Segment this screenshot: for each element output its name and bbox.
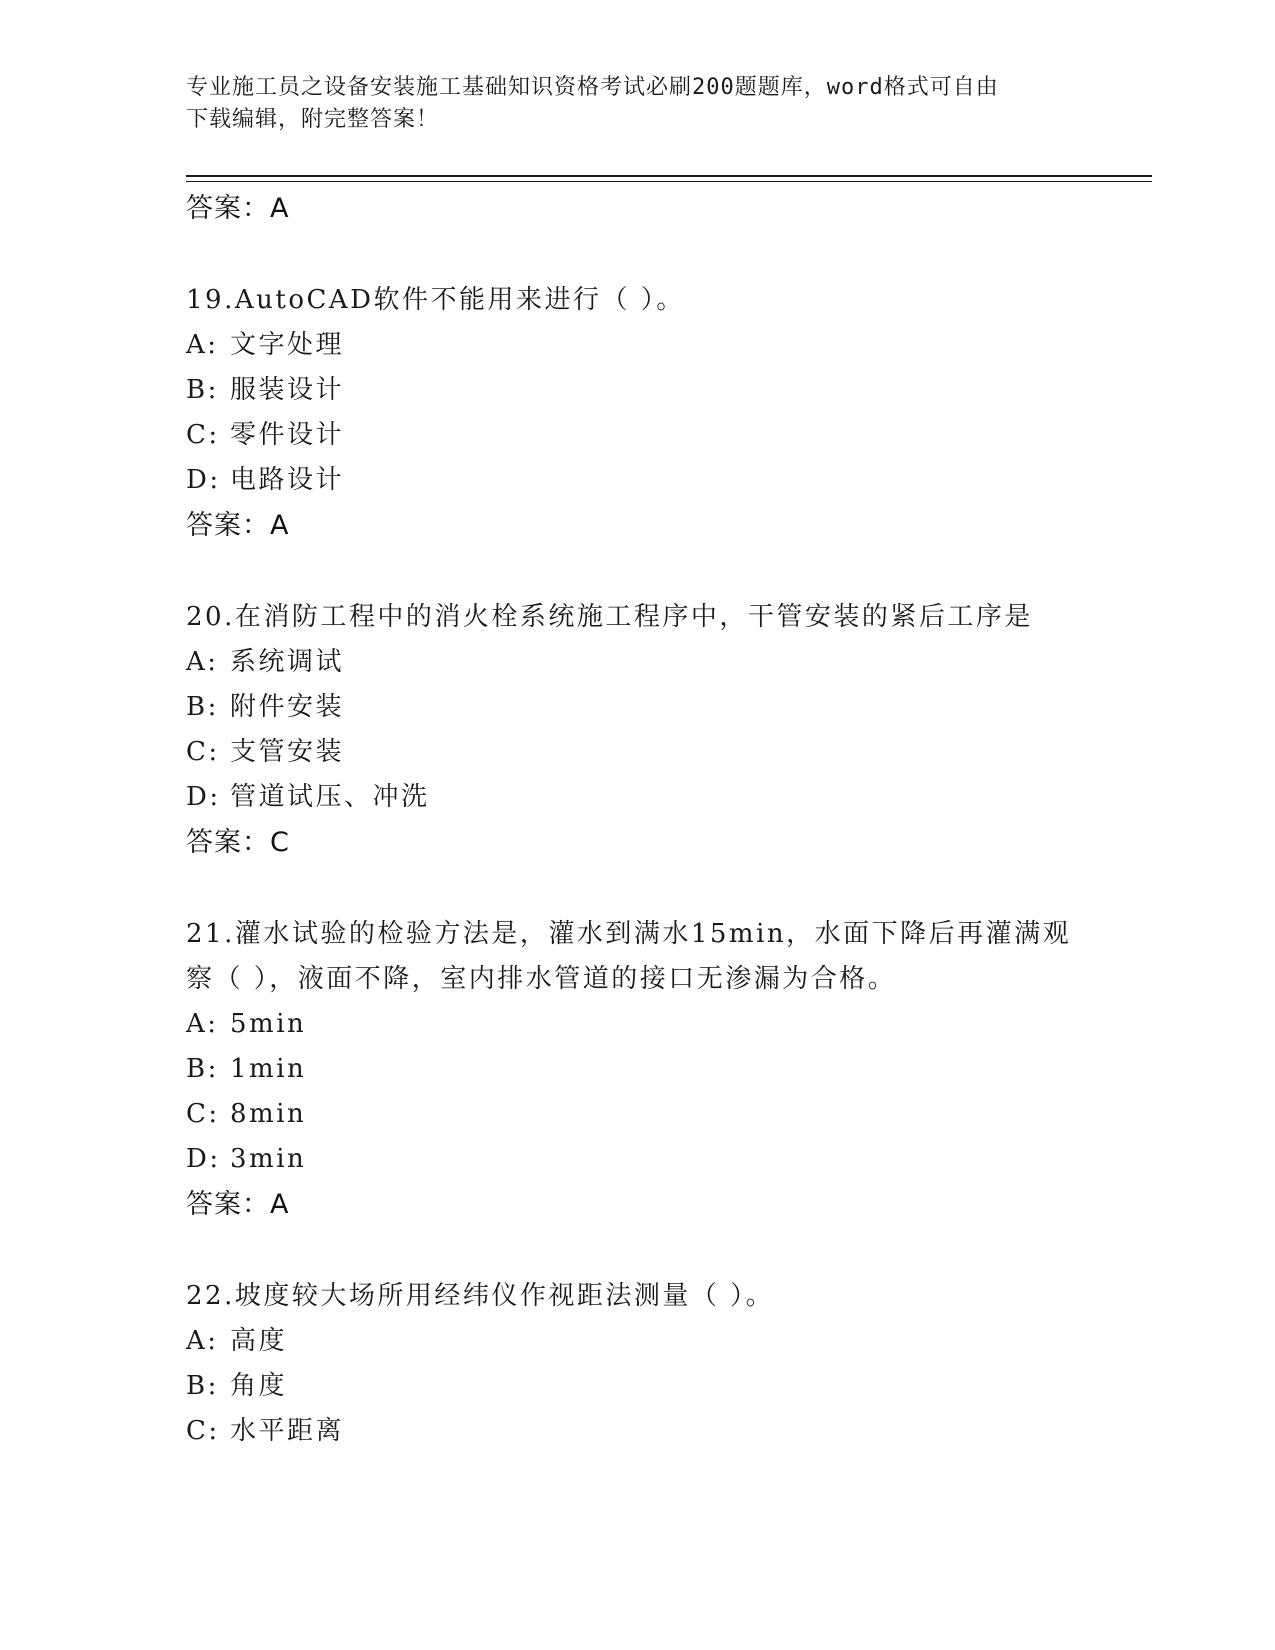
spacer bbox=[186, 865, 1086, 912]
answer-label: 答案： bbox=[186, 827, 270, 858]
option-text: 系统调试 bbox=[230, 647, 345, 677]
option-c bbox=[186, 413, 1086, 458]
question-22 bbox=[186, 1274, 1086, 1454]
option-letter: C: bbox=[186, 737, 220, 767]
option-letter: B: bbox=[186, 375, 219, 405]
option-text: 电路设计 bbox=[230, 465, 345, 495]
option-letter: C: bbox=[186, 420, 220, 450]
option-text: 水平距离 bbox=[230, 1416, 345, 1446]
option-letter: D: bbox=[186, 782, 221, 812]
option-b bbox=[186, 685, 1086, 730]
option-letter: D: bbox=[186, 465, 221, 495]
option-d bbox=[186, 775, 1086, 820]
header-rule-thin bbox=[186, 181, 1152, 182]
option-text: 高度 bbox=[230, 1326, 288, 1356]
option-d bbox=[186, 1137, 1086, 1182]
option-letter: C: bbox=[186, 1099, 220, 1129]
option-letter: A: bbox=[186, 1009, 219, 1039]
header-line-2: 下载编辑，附完整答案！ bbox=[186, 107, 440, 132]
answer-line bbox=[186, 503, 1086, 548]
option-text: 零件设计 bbox=[230, 420, 345, 450]
option-letter: B: bbox=[186, 692, 219, 722]
option-text: 3min bbox=[230, 1144, 307, 1174]
question-text: 19.AutoCAD软件不能用来进行（ ）。 bbox=[186, 285, 685, 315]
spacer bbox=[186, 548, 1086, 595]
answer-value: C bbox=[270, 827, 290, 858]
option-text: 5min bbox=[230, 1009, 307, 1039]
question-text: 20.在消防工程中的消火栓系统施工程序中，干管安装的紧后工序是 bbox=[186, 602, 1033, 632]
option-letter: A: bbox=[186, 647, 219, 677]
option-letter: B: bbox=[186, 1054, 219, 1084]
option-letter: A: bbox=[186, 1326, 219, 1356]
option-letter: D: bbox=[186, 1144, 221, 1174]
header-rule-thick bbox=[186, 175, 1152, 177]
option-text: 文字处理 bbox=[230, 330, 345, 360]
answer-label: 答案： bbox=[186, 1189, 270, 1220]
option-text: 管道试压、冲洗 bbox=[230, 782, 430, 812]
option-letter: B: bbox=[186, 1371, 219, 1401]
document-header bbox=[186, 72, 1066, 136]
option-text: 服装设计 bbox=[230, 375, 345, 405]
option-a bbox=[186, 640, 1086, 685]
question-list bbox=[186, 186, 1086, 1454]
option-text: 附件安装 bbox=[230, 692, 345, 722]
option-letter: A: bbox=[186, 330, 219, 360]
spacer bbox=[186, 1227, 1086, 1274]
answer-value: A bbox=[270, 193, 290, 224]
option-a bbox=[186, 1002, 1086, 1047]
option-d bbox=[186, 458, 1086, 503]
option-letter: C: bbox=[186, 1416, 220, 1446]
option-text: 角度 bbox=[230, 1371, 288, 1401]
answer-label: 答案： bbox=[186, 510, 270, 541]
answer-line-prev bbox=[186, 186, 1086, 231]
header-line-1: 专业施工员之设备安装施工基础知识资格考试必刷200题题库，word格式可自由 bbox=[186, 75, 999, 100]
question-21 bbox=[186, 912, 1086, 1227]
option-b bbox=[186, 1047, 1086, 1092]
question-20 bbox=[186, 595, 1086, 865]
option-b bbox=[186, 1364, 1086, 1409]
option-text: 8min bbox=[230, 1099, 307, 1129]
option-b bbox=[186, 368, 1086, 413]
question-text-line-1: 21.灌水试验的检验方法是，灌水到满水15min，水面下降后再灌满观 bbox=[186, 919, 1072, 949]
question-text-line-2: 察（ ），液面不降，室内排水管道的接口无渗漏为合格。 bbox=[186, 964, 897, 994]
option-a bbox=[186, 323, 1086, 368]
answer-value: A bbox=[270, 510, 290, 541]
spacer bbox=[186, 231, 1086, 278]
option-c bbox=[186, 1409, 1086, 1454]
answer-line bbox=[186, 820, 1086, 865]
answer-line bbox=[186, 1182, 1086, 1227]
option-text: 1min bbox=[230, 1054, 307, 1084]
answer-label: 答案： bbox=[186, 193, 270, 224]
answer-value: A bbox=[270, 1189, 290, 1220]
question-text: 22.坡度较大场所用经纬仪作视距法测量（ ）。 bbox=[186, 1281, 775, 1311]
option-a bbox=[186, 1319, 1086, 1364]
option-c bbox=[186, 1092, 1086, 1137]
option-text: 支管安装 bbox=[230, 737, 345, 767]
option-c bbox=[186, 730, 1086, 775]
question-19 bbox=[186, 278, 1086, 548]
